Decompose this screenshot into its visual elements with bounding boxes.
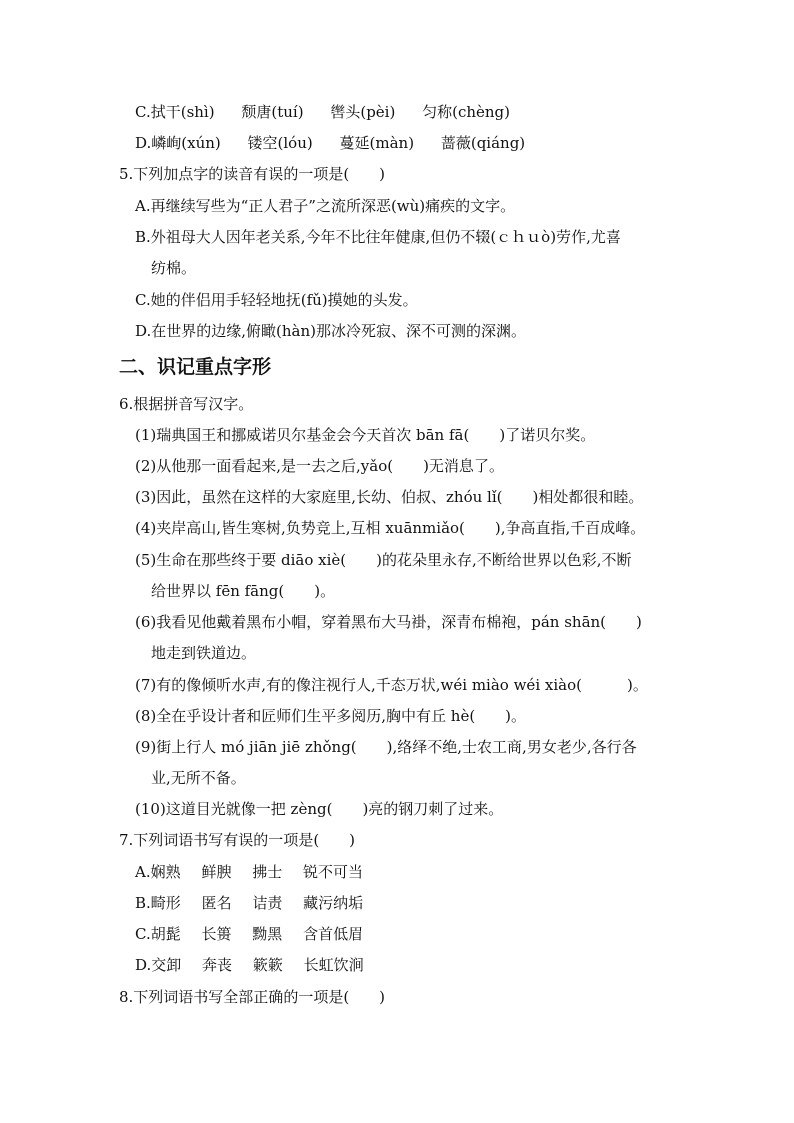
q4-d-word-3: 蔓延(màn) [339,134,415,152]
q7-c-word-1: C.胡髭 [135,925,181,943]
q4-c-word-2: 颓唐(tuí) [241,103,304,121]
q5-stem: 5.下列加点字的读音有误的一项是( ) [119,165,386,183]
q6-item-7: (7)有的像倾听水声,有的像注视行人,千态万状,wéi miào wéi xiào( )。 [135,676,648,694]
q8-stem: 8.下列词语书写全部正确的一项是( ) [119,988,386,1006]
q4-c-word-3: 辔头(pèi) [330,103,396,121]
q7-b-word-2: 匿名 [201,894,232,912]
q7-a-word-3: 拂士 [252,863,283,881]
q7-d-word-4: 长虹饮涧 [303,956,364,974]
q6-item-9-line1: (9)街上行人 mó jiān jiē zhǒng( ),络绎不绝,士农工商,男女老少,各行各 [135,738,637,756]
q6-item-2: (2)从他那一面看起来,是一去之后,yǎo( )无消息了。 [135,457,504,475]
q6-item-1: (1)瑞典国王和挪威诺贝尔基金会今天首次 bān fā( )了诺贝尔奖。 [135,426,596,444]
q6-item-5-line2: 给世界以 fēn fāng( )。 [151,582,336,600]
q6-item-8: (8)全在乎设计者和匠师们生平多阅历,胸中有丘 hè( )。 [135,707,527,725]
q4-d-word-2: 镂空(lóu) [247,134,313,152]
q6-item-6-line2: 地走到铁道边。 [151,644,257,662]
q4-option-c [135,102,510,122]
q7-d-word-2: 奔丧 [202,956,233,974]
section-2-title: 二、识记重点字形 [119,356,272,378]
q7-option-a [135,862,363,882]
q7-c-word-2: 长篑 [201,925,232,943]
q7-option-c [135,924,363,944]
q6-item-9-line2: 业,无所不备。 [151,769,246,787]
q5-option-b-line2: 纺棉。 [151,259,197,277]
q7-option-b [135,893,363,913]
q7-b-word-1: B.畸形 [135,894,181,912]
q6-item-6-line1: (6)我看见他戴着黑布小帽，穿着黑布大马褂，深青布棉袍，pán shān( ) [135,613,642,631]
q7-c-word-4: 含首低眉 [303,925,364,943]
q7-stem: 7.下列词语书写有误的一项是( ) [119,831,356,849]
q6-item-10: (10)这道目光就像一把 zèng( )亮的钢刀刺了过来。 [135,800,504,818]
q5-option-b-line1: B.外祖母大人因年老关系,今年不比往年健康,但仍不辍(ｃｈｕò)劳作,尤喜 [135,228,621,246]
q7-a-word-2: 鲜腴 [201,863,232,881]
q7-b-word-3: 诘责 [252,894,283,912]
q4-c-word-4: 匀称(chèng) [422,103,511,121]
q4-d-word-1: D.嶙峋(xún) [135,134,221,152]
q7-a-word-1: A.娴熟 [135,863,181,881]
q7-a-word-4: 锐不可当 [302,863,363,881]
q6-item-5-line1: (5)生命在那些终于要 diāo xiè( )的花朵里永存,不断给世界以色彩,不断 [135,551,632,569]
q4-option-d [135,133,525,153]
q7-d-word-1: D.交卸 [135,956,182,974]
q4-c-word-1: C.拭干(shì) [135,103,215,121]
q5-option-d: D.在世界的边缘,俯瞰(hàn)那冰冷死寂、深不可测的深渊。 [135,322,526,340]
q5-option-a: A.再继续写些为“正人君子”之流所深恶(wù)痛疾的文字。 [135,197,516,215]
q6-stem: 6.根据拼音写汉字。 [119,395,254,413]
q7-b-word-4: 藏污纳垢 [303,894,364,912]
q6-item-4: (4)夹岸高山,皆生寒树,负势竞上,互相 xuānmiǎo( ),争高直指,千百成峰。 [135,519,646,537]
q7-d-word-3: 簌簌 [252,956,283,974]
q5-option-c: C.她的伴侣用手轻轻地抚(fǔ)摸她的头发。 [135,291,418,309]
q6-item-3: (3)因此，虽然在这样的大家庭里,长幼、伯叔、zhóu lǐ( )相处都很和睦。 [135,488,644,506]
q4-d-word-4: 蔷薇(qiáng) [440,134,526,152]
q7-option-d [135,955,364,975]
q7-c-word-3: 黝黑 [252,925,283,943]
